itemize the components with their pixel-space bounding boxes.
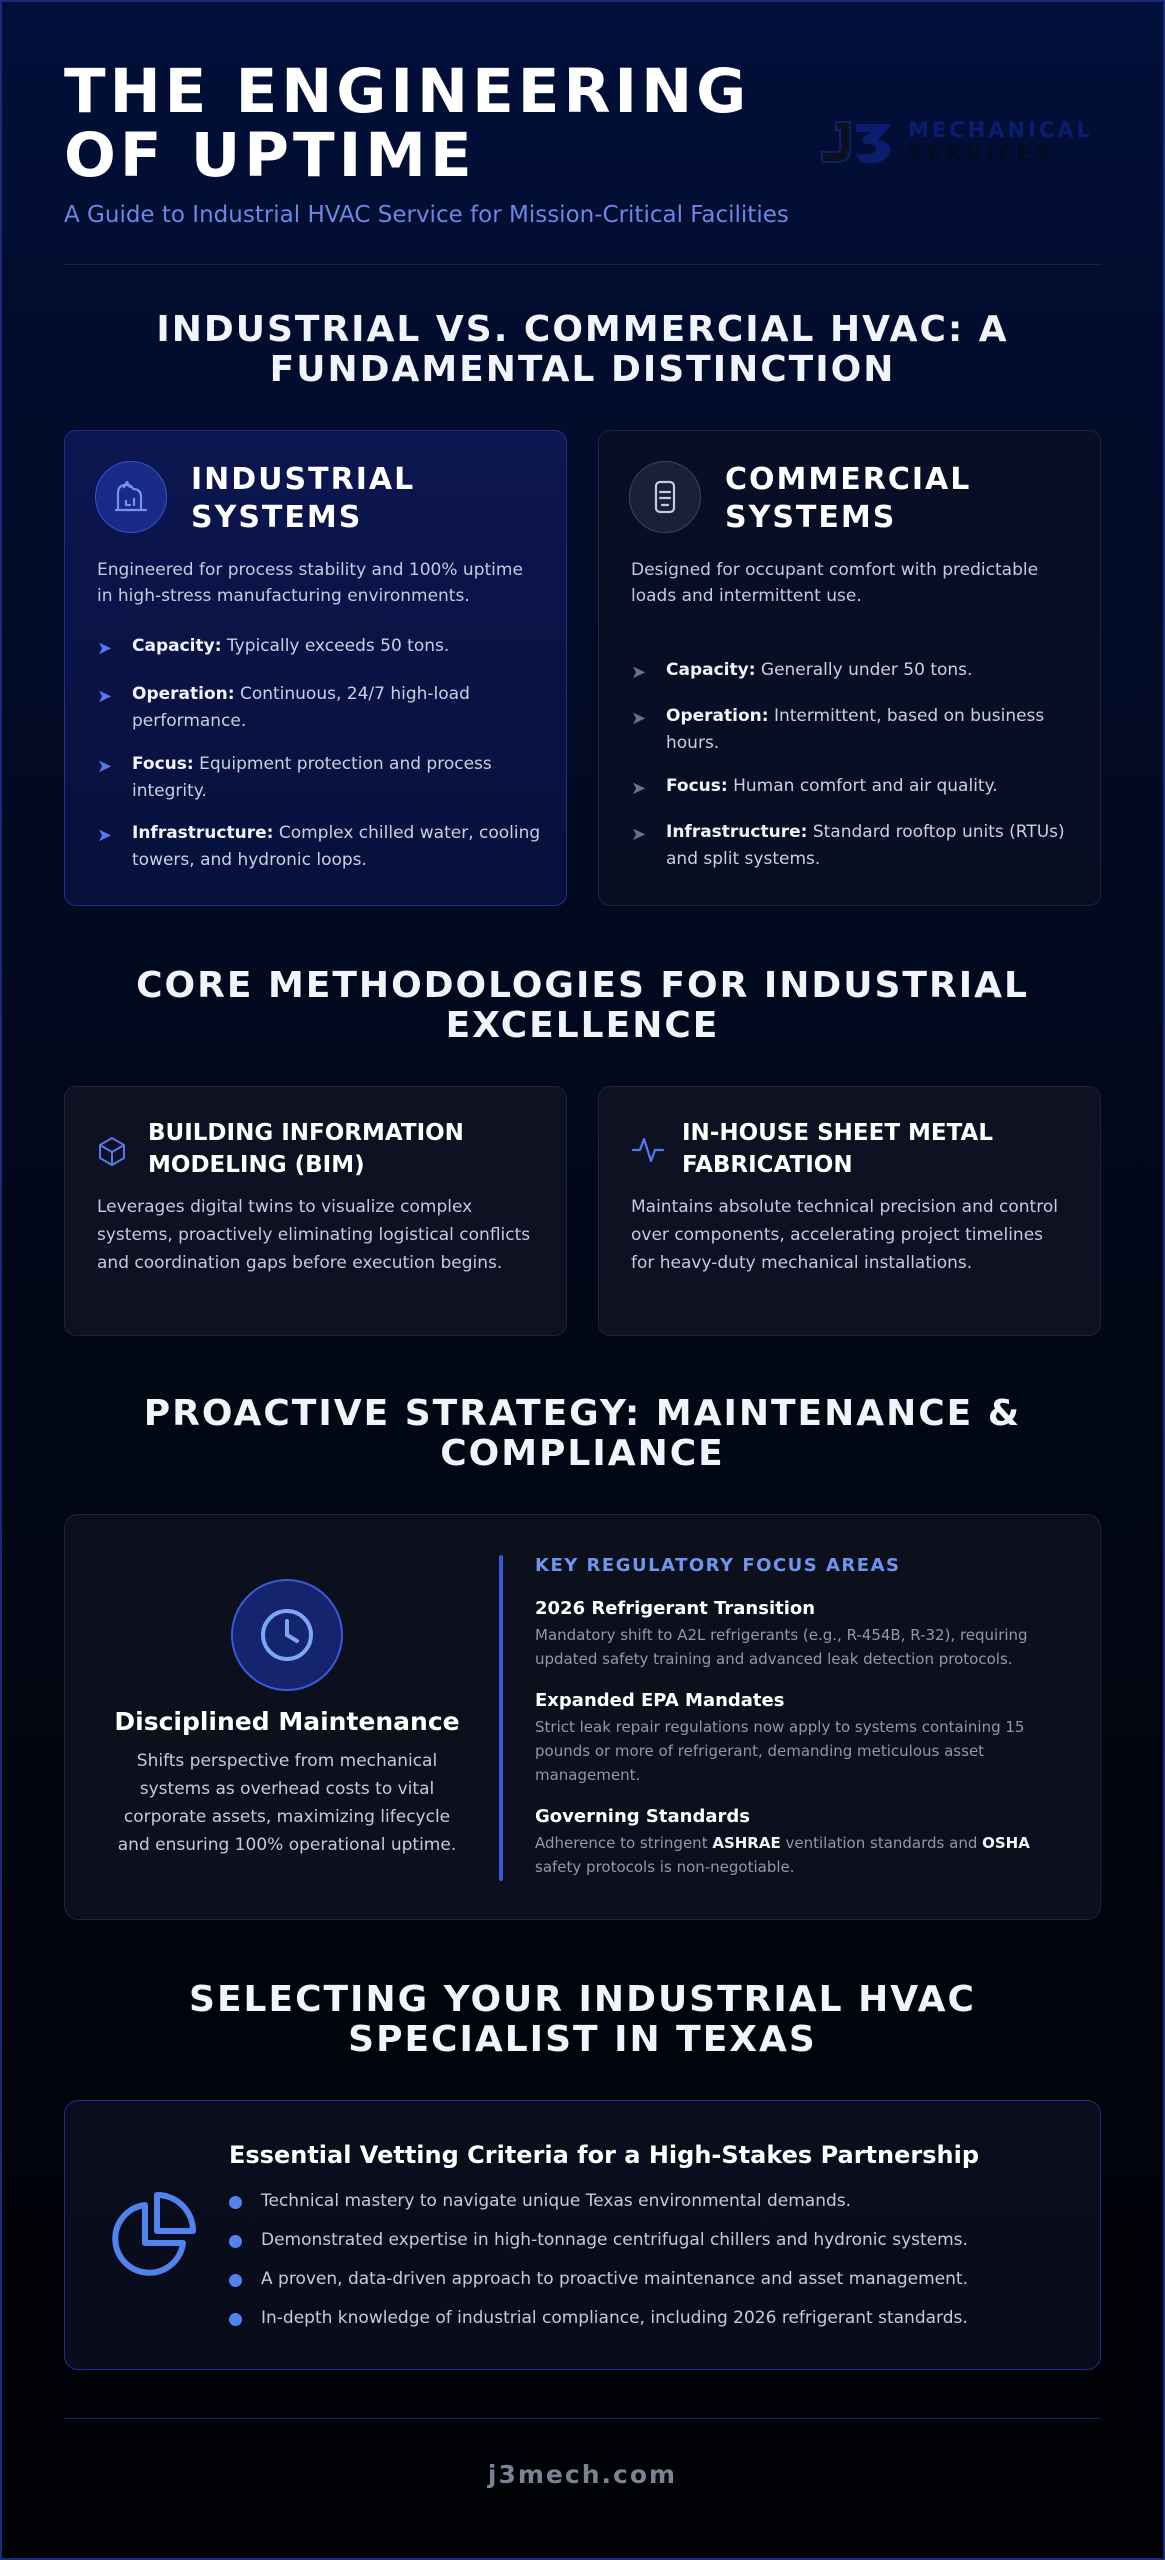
sheet-metal-card [598,1086,1101,1336]
bullet-dot-icon [229,2313,242,2326]
factory-icon [113,479,149,515]
arrow-icon: ➤ [97,638,113,659]
commercial-systems-card [598,430,1101,906]
industrial-card-description: Engineered for process stability and 100% uptime in high-stress manufacturing environments. [97,560,523,606]
footer-divider [64,2418,1101,2419]
maintenance-compliance-panel [64,1514,1101,1920]
panel-divider-line [499,1555,503,1881]
vetting-criteria-panel [64,2100,1101,2370]
vetting-panel-title: Essential Vetting Criteria for a High-Stakes Partnership [229,2141,979,2169]
header-divider [64,264,1101,265]
commercial-item-operation: ➤ Operation: Intermittent, based on business hours. [631,706,1045,753]
cube-icon [97,1135,127,1167]
commercial-item-focus: ➤ Focus: Human comfort and air quality. [631,773,1081,800]
criteria-item: Technical mastery to navigate unique Texas environmental demands. [229,2189,851,2213]
industrial-card-title: INDUSTRIAL SYSTEMS [191,462,416,535]
maintenance-description: Shifts perspective from mechanical systems as overhead costs to vital corporate assets, maximizing lifecycle and ensuring 100% operational uptime. [117,1751,457,1855]
arrow-icon: ➤ [631,708,647,729]
clock-icon-badge [231,1579,343,1691]
activity-icon [631,1135,665,1165]
building-icon [650,479,680,515]
commercial-card-title: COMMERCIAL SYSTEMS [725,462,972,535]
bullet-dot-icon [229,2235,242,2248]
logo-text-line2: SERVICES [908,142,1055,166]
commercial-card-description: Designed for occupant comfort with predictable loads and intermittent use. [631,560,1039,606]
commercial-icon-badge [629,461,701,533]
regulatory-item-epa: Expanded EPA Mandates Strict leak repair regulations now apply to systems containing 15 pounds or more of refrigerant, demanding meticulous asset management. [535,1690,1025,1784]
comparison-section-title: INDUSTRIAL VS. COMMERCIAL HVAC: A FUNDAMENTAL DISTINCTION [156,309,1009,390]
bullet-dot-icon [229,2196,242,2209]
logo-mark-icon [816,114,904,170]
industrial-item-infrastructure: ➤ Infrastructure: Complex chilled water, cooling towers, and hydronic loops. [97,823,541,870]
criteria-item: In-depth knowledge of industrial compliance, including 2026 refrigerant standards. [229,2306,968,2330]
sheet-metal-card-title: IN-HOUSE SHEET METAL FABRICATION [682,1120,994,1178]
methodologies-section-title: CORE METHODOLOGIES FOR INDUSTRIAL EXCELLENCE [136,965,1029,1046]
arrow-icon: ➤ [97,825,113,846]
website-link[interactable]: j3mech.com [487,2460,678,2489]
company-logo[interactable] [816,114,1101,174]
arrow-icon: ➤ [97,756,113,777]
criteria-item: A proven, data-driven approach to proactive maintenance and asset management. [229,2267,968,2291]
specialist-section-title: SELECTING YOUR INDUSTRIAL HVAC SPECIALIST IN TEXAS [189,1979,976,2060]
regulatory-item-refrigerant: 2026 Refrigerant Transition Mandatory shift to A2L refrigerants (e.g., R-454B, R-32), requiring updated safety training and advanced leak detection protocols. [535,1598,1028,1668]
bullet-dot-icon [229,2274,242,2287]
header [64,56,1101,230]
pie-chart-icon [107,2191,197,2281]
logo-text-line1: MECHANICAL [908,118,1093,142]
page-subtitle: A Guide to Industrial HVAC Service for Mission-Critical Facilities [64,202,789,228]
arrow-icon: ➤ [631,662,647,683]
arrow-icon: ➤ [97,686,113,707]
industrial-item-focus: ➤ Focus: Equipment protection and process integrity. [97,754,492,801]
arrow-icon: ➤ [631,778,647,799]
industrial-item-capacity: ➤ Capacity: Typically exceeds 50 tons. [97,633,547,660]
criteria-item: Demonstrated expertise in high-tonnage centrifugal chillers and hydronic systems. [229,2228,968,2252]
commercial-item-infrastructure: ➤ Infrastructure: Standard rooftop units (RTUs) and split systems. [631,822,1065,869]
regulatory-item-standards: Governing Standards Adherence to stringent ASHRAE ventilation standards and OSHA safety protocols is non-negotiable. [535,1806,1030,1876]
bim-card [64,1086,567,1336]
industrial-item-operation: ➤ Operation: Continuous, 24/7 high-load performance. [97,684,470,731]
sheet-metal-card-description: Maintains absolute technical precision and control over components, accelerating project timelines for heavy-duty mechanical installations. [631,1197,1058,1273]
bim-card-description: Leverages digital twins to visualize complex systems, proactively eliminating logistical conflicts and coordination gaps before execution begins. [97,1197,531,1273]
maintenance-title: Disciplined Maintenance [114,1707,460,1736]
regulatory-heading: KEY REGULATORY FOCUS AREAS [535,1555,901,1576]
clock-icon [257,1605,317,1665]
bim-card-title: BUILDING INFORMATION MODELING (BIM) [148,1120,464,1178]
commercial-item-capacity: ➤ Capacity: Generally under 50 tons. [631,657,1081,684]
strategy-section-title: PROACTIVE STRATEGY: MAINTENANCE & COMPLIANCE [143,1393,1022,1474]
page-title: THE ENGINEERING OF UPTIME [64,56,751,191]
arrow-icon: ➤ [631,824,647,845]
industrial-systems-card [64,430,567,906]
industrial-icon-badge [95,461,167,533]
